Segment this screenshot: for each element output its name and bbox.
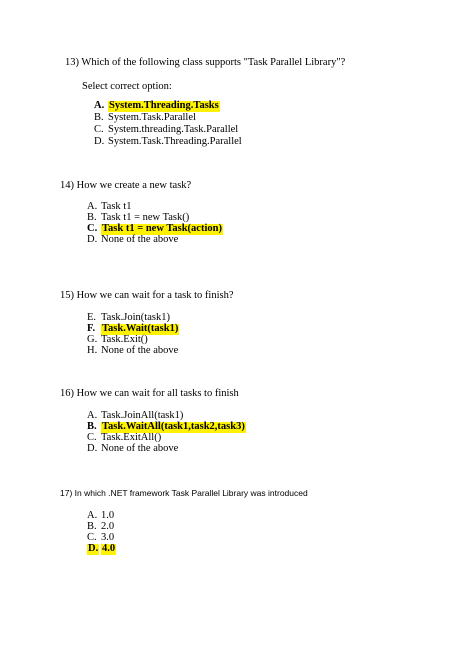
option-letter: C. bbox=[87, 432, 97, 443]
option-letter: B. bbox=[87, 521, 97, 532]
option-letter: D. bbox=[87, 234, 98, 245]
option-letter: E. bbox=[87, 312, 97, 323]
option-text: None of the above bbox=[101, 234, 179, 245]
option-text: Task t1 bbox=[101, 201, 132, 212]
correct-answer: Task.WaitAll(task1,task2,task3) bbox=[102, 421, 245, 432]
option-text: 3.0 bbox=[101, 532, 115, 543]
option-text: Task.Join(task1) bbox=[101, 312, 170, 323]
question-16: 16) How we can wait for all tasks to finish bbox=[60, 388, 239, 399]
option-text: Task.Exit() bbox=[101, 334, 148, 345]
option-letter: A. bbox=[94, 100, 105, 111]
option-text: System.Task.Parallel bbox=[108, 112, 196, 123]
option-letter: H. bbox=[87, 345, 98, 356]
option-letter: C. bbox=[87, 532, 97, 543]
option-text: Task t1 = new Task() bbox=[101, 212, 190, 223]
correct-answer: Task.Wait(task1) bbox=[102, 323, 179, 334]
select-prompt: Select correct option: bbox=[82, 81, 172, 92]
option-letter: B. bbox=[87, 421, 97, 432]
option-letter: G. bbox=[87, 334, 98, 345]
correct-answer: System.Threading.Tasks bbox=[109, 100, 219, 111]
option-letter: D. bbox=[87, 443, 98, 454]
option-letter: B. bbox=[87, 212, 97, 223]
option-letter: F. bbox=[87, 323, 96, 334]
option-text: Task.JoinAll(task1) bbox=[101, 410, 184, 421]
option-letter: D. bbox=[94, 136, 105, 147]
option-letter: A. bbox=[87, 410, 98, 421]
question-13: 13) Which of the following class supports "Task Parallel Library"? bbox=[65, 57, 346, 68]
option-letter: B. bbox=[94, 112, 104, 123]
option-letter: D. bbox=[88, 543, 99, 554]
option-text: 2.0 bbox=[101, 521, 115, 532]
option-letter: C. bbox=[87, 223, 98, 234]
question-17: 17) In which .NET framework Task Parallel Library was introduced bbox=[60, 488, 308, 498]
option-text: System.Task.Threading.Parallel bbox=[108, 136, 242, 147]
option-text: None of the above bbox=[101, 345, 179, 356]
question-14: 14) How we create a new task? bbox=[60, 180, 192, 191]
question-15: 15) How we can wait for a task to finish? bbox=[60, 290, 234, 301]
correct-answer: Task t1 = new Task(action) bbox=[102, 223, 222, 234]
option-letter: A. bbox=[87, 510, 98, 521]
option-text: 1.0 bbox=[101, 510, 115, 521]
option-letter: A. bbox=[87, 201, 98, 212]
option-text: None of the above bbox=[101, 443, 179, 454]
correct-answer: 4.0 bbox=[102, 543, 116, 554]
option-text: Task.ExitAll() bbox=[101, 432, 162, 443]
option-text: System.threading.Task.Parallel bbox=[108, 124, 239, 135]
option-letter: C. bbox=[94, 124, 104, 135]
